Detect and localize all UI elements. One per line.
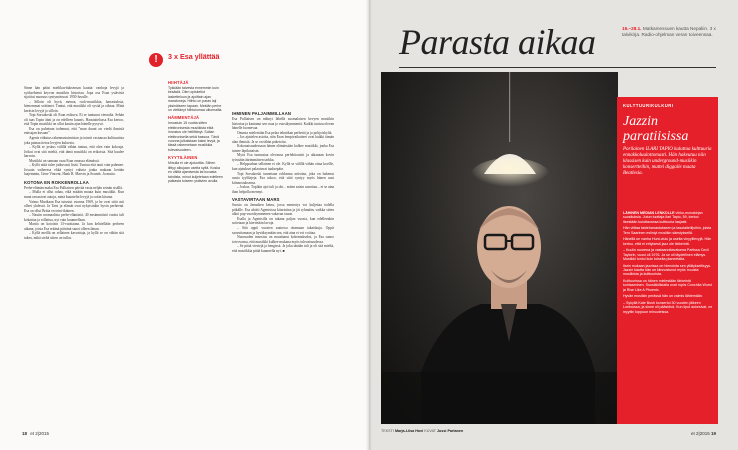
paragraph: – Silloin oli hyvä, menoa, rock-musiikkia, harrastuksia, hienommat soittimet. Tuntui, että musiikki oli syvää ja oikeaa. Minä keräsin levyjä jo silloin.: [24, 99, 124, 113]
panel-title: Jazzin paratiisissa: [623, 114, 689, 144]
panel-lead: Porilainen ILARI TAPIO kuluttaa kulttuuria ennakkoluulottomasti. Hän hakeutuu niin klassisen kuin underground-musiikin konsertteihin, muttei diggaile maata Beatlesia.: [623, 147, 712, 177]
paragraph: Kokonaisuudessaan hänen elämässään kulkee musiikki, jonka Esa tuntee läpikotaisin.: [232, 144, 334, 153]
header-rule: [399, 67, 716, 68]
sidebar-title: 3 x Esa yllättää: [168, 52, 220, 61]
panel-paragraph: [623, 237, 713, 246]
page-number-right: 19: [710, 431, 716, 436]
page-number: 18: [22, 431, 28, 436]
paragraph: Nuoruuden innostus on muuttunut kokemukseksi, ja Esa sanoo toivovansa, että musiikki kulkee mukana myös tulevaisuudessa.: [232, 235, 334, 244]
paragraph: – Kyllä niitä tulee jatkuvasti lisää. Tuntuu että tauti vain pahenee. Jossain vaiheessa ehkä syntyi valinta jonka mukaan kerään laajemmin, Gene Vincent, Hank B. Marvin ja Sounds. Ja muita.: [24, 163, 124, 177]
paragraph: Suosio on Jamaiken keinu, jossa menestys voi kuljettaa todella pitkälle. Esa aloitti Agentsissa kitaristina ja jäi ryhmään, vaikka sitten alkoi pop-vuosikymmenen vakavan tauon.: [232, 203, 334, 217]
panel-kicker: KULTTUURIKULKURI: [623, 103, 674, 108]
sidebar-heading: HÄMMENTÄJÄ: [168, 115, 200, 121]
panel-paragraph-text: vihko-monakirjan suosituksia. Jutun tuottaja Ilari Tapio, 59, kertoo itsestään kuluttavansa kulttuuria laajasti.: [623, 211, 703, 224]
paragraph: Esa Pulliaisen on nähnyt lähellä suomalaisen kevyen musiikin historiaa ja kantanut sen osaa jo vuosikymmeniä. Kaikki tuntuu olevan hänelle luontevaa.: [232, 117, 334, 131]
feature-panel: [617, 97, 718, 424]
credit-label-2: KUVAT: [424, 429, 436, 433]
sidebar-heading: HIIHTÄJÄ: [168, 80, 189, 85]
paragraph: – Kyllä se joskus välillä vähän tuntuu, että olen vain kokoaja. Jotkut ovat sitä mieltä, että tämä musiikki on erikoista. Sitä kuulee harvoin.: [24, 145, 124, 159]
panel-paragraph: [623, 211, 713, 224]
portrait-photo: [381, 72, 618, 424]
paragraph: – Helppoahan sellainen ei ole. Kyllä se välillä vähän ottaa koville, kun ajatukset palautuvat taaksepäin.: [232, 162, 334, 172]
photo-credit: [381, 429, 463, 433]
paragraph: – Mulla ei ollut rahaa, eikä mitään muuta kuin musiikki. Kun muut rassasivat autoja, minä kuuntelin levyjä ja soitin kitaraa.: [24, 190, 124, 200]
paragraph: Topi Sorsakoski tunnetaan rohkeana artistina, joka on hakenut uusia tyylilajeja. Esa uskoo, että siitä syntyy myös hänen uusi kiinnostuksensa.: [232, 171, 334, 185]
paragraph: – Nautin normaalista perhe-elämästä, 40 ensimmäistä vuotta tuli kokattua ja rollattua, nyt vain kuunnellaan.: [24, 213, 124, 222]
section-logo: Parasta aikaa: [399, 22, 596, 62]
sidebar-text: Innostuin 15 vuotta sitten elektronisesta musiikista eikä innostus ole hellittänyt. Soitan elektronisella sekä bassoa. Tänä vuonna julkaistaan kaksi levyä, ja tässä rakennetaan musiikkia tulevaisuuteen.: [168, 121, 220, 152]
section-heading: KOTONA EN ROKKENROLLAA: [24, 179, 89, 185]
folio-right: [691, 431, 718, 436]
paragraph: Agents eiikutus rakennustoimiston ja toimii vastuussa kulttuurista joka painaa tietoa levyjen kuluesta.: [24, 136, 124, 145]
dateline-text: Matkamessuen kautta Nepaliin. 3 x talvikirja. Radio-ohjelman veran toiveensaa.: [622, 26, 716, 37]
panel-paragraph-text: Hyvän musiikin perässä hän on valmis lähtemään.: [623, 294, 703, 299]
sidebar-text: Minulla ei ole ajokorttia. Siihen liittyy alkujaan useita syitä. Koska en välitä ajamisesta tai kovasta tahdista, minut kuljetetaan edelleen paikasta toiseen ystävien avulla.: [168, 161, 223, 183]
paragraph: – Joskus. Topikin ajoi tuli ja ohi... miten saisin sanottua... ei se aina ihan helpolla mennyt.: [232, 185, 334, 194]
sidebar-text: Tykkään talvesta ennemmin kuin kesästä. Olen opiskellut lasketteluun ja ajoittain ajan maratoneja. Hiihto on paras laji yksinäiseen tapaan. Meidän perhe on viettänyt hiihtolomaa ulkomailla.: [168, 86, 223, 113]
panel-lead-in: LÄHINEN MEDIAN LENKOLLE: [623, 211, 675, 215]
paragraph: Vaimo Marikaan Esa tutustui vuonna 1969, ja he ovat siitä asti olleet yhdessä. Ja Tarsi ja elämät ovat nykyisinkin hyvin perheenä. Esa on ollut Britta en teini-ikäinen.: [24, 199, 124, 213]
panel-paragraph-text: Hän viittaa taideharrastukseen ja tasotaiteilijoihin, joista Tero Saarinen esiintyi musiikin säestyksellä.: [623, 226, 712, 235]
issue-label-right: et 2|2015: [691, 431, 710, 436]
paragraph: Esalla ja Agentsilla on takana paljon vuosia, kun edelleenkin soitetaan ja kierretään lavoja.: [232, 216, 334, 226]
paragraph: Myös Esa tunnustaa olevansa perfektionisti ja aikanaan kovin työssään äärimmäisen tarkka.: [232, 153, 334, 162]
paragraph: – Jos ajattelen asioita, niin Esan lempivaikutteet ovat kaikki tämän alan ihmisiä. Ja se on tähän paketoitu.: [232, 135, 334, 144]
panel-paragraph: [623, 294, 713, 298]
panel-paragraph-text: – Kuulin nuorena ja vastaanottavaisena Pariissa Cecil Taylorin, vuosi oli 1976. Ja se oli täydellinen elämys. Musiikki tuntui kuin toiselta planeetalta.: [623, 248, 709, 262]
panel-body: [623, 211, 713, 421]
paragraph: Perhe-elämän maku Esa Pulliaisen päivää vasta neljän seinän sisällä.: [24, 185, 123, 190]
panel-paragraph: [623, 279, 713, 292]
dateline: [622, 26, 716, 38]
dateline-date: 15.–28.1.: [622, 26, 642, 31]
credit-photographer: Jussi Partanen: [436, 429, 464, 433]
paragraph: Marita on kotoisin 13-vuotiaana. Ja kun kehitellään perheen aikana, joista Esa eräänä päivänä sanoi olleen ilman.: [24, 222, 124, 231]
panel-paragraph-text: – Sykyllä Kate Bush konsertoi 30 vuoden jälkeen Lontoossa, ja sinne oli päästävä. Kun liput aukesivat, ne myytiin loppuun minuuteissa.: [623, 300, 713, 314]
paragraph: Esa on puhetaan todennut, että ”mun duuni on viedä ihmisiä entisajan kuvaan”.: [24, 126, 124, 136]
paragraph: Musiikki on samaan osaa Esan omassa elämässä.: [29, 158, 100, 163]
panel-paragraph: [623, 264, 713, 277]
panel-paragraph-text: Kulttuurissa on hänen mielestään tärkeintä kohtaaminen. Suosikkilistalla ovat myös Conchita Wurst ja Rise Like A Phoenix.: [623, 278, 712, 292]
panel-paragraph: [623, 248, 713, 261]
paragraph: – Sitä oppii vuosien saatossa ottamaan takaiskuja. Oppii saavuttamaan ja hyväksymään sen, että aina ei voi voittaa.: [232, 226, 334, 235]
exclamation-badge-icon: !: [149, 53, 163, 67]
sidebar-heading: KYYTILÄINEN: [168, 155, 198, 161]
panel-paragraph-text: Ilarin mukaan jazzissa on hienointa sen yllätyksellisyys. Jazzin kautta hän on kiinnostunut myös muusta musiikista ja kulttuurista.: [623, 263, 712, 277]
panel-paragraph: [623, 226, 713, 235]
paragraph: – Kyllä meillä on sellainen kasvattaja, ja kyllä se on vähän sitä tukea, mikä sieltä sitten on tullut.: [24, 231, 124, 240]
portrait-illustration: [381, 72, 618, 424]
paragraph: Sinne hän pääsi mielikuvituksensan kautta: vanhoja levyjä ja syöksehtenä keyvon musiikin historiaa. Jopa osa Esan ystävistä sijoittui nuoruus syntymävuosi 1950-luvulle.: [24, 86, 124, 100]
paragraph: Topi Sorsakoski oli Esan esikuva. Ei se tuntunut vieraalta. Sehän oli taas Topin ääni ja on edelleen kaunis. Haastattelussa Esa kertoo, että Topin musiikki on ollut kautta ajan hänelle pysyvä.: [24, 113, 124, 127]
section-heading: IHMINEN PALJAIMMILLAAN: [232, 111, 292, 116]
panel-paragraph-text: Hänellä on vanha Hunt-viulu ja useita vinyylilevyjä. Hän kertoo, että ei erityisesti jazz ole tärkeintä.: [623, 237, 712, 246]
issue-label: et 2|2015: [30, 431, 49, 436]
credit-writer: Marja-Liisa Hovi: [394, 429, 424, 433]
paragraph: Omasta mielestään Esa pelaa tekniikan perhettä ja jo pohjoiskyliä.: [237, 130, 333, 135]
panel-paragraph: [623, 301, 713, 314]
credit-label: TEKSTI: [381, 429, 394, 433]
section-heading: VASTAVIRTAAN MARS: [232, 197, 280, 203]
paragraph: – Se pitää viestejä ja hengissä. Ja joku tänään tuli ja oli sitä mieltä, että musiikkia pitää kuunnella nyt. ■: [232, 244, 334, 253]
